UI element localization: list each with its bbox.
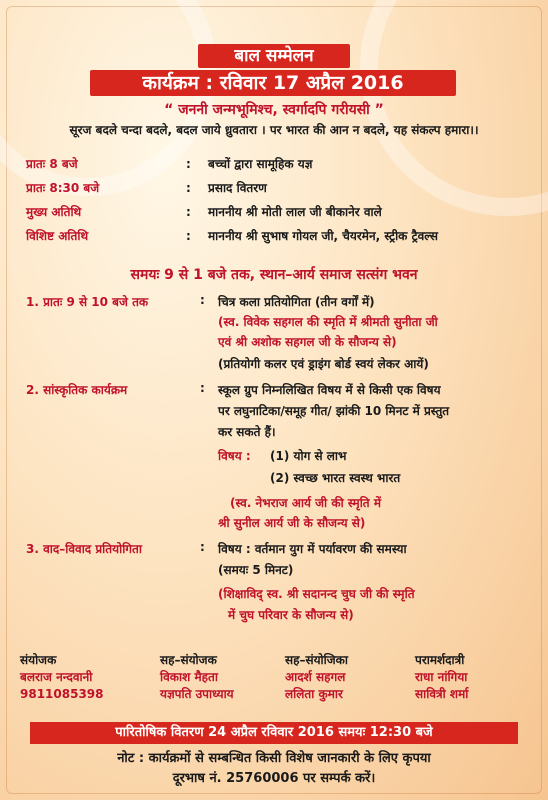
organiser-name: आदर्श सहगल bbox=[285, 670, 346, 684]
item-note: (प्रतियोगी कलर एवं ड्राइंग बोर्ड स्वयं लेकर आयें) bbox=[218, 357, 429, 371]
organiser-role: सह–संयोजिका bbox=[285, 653, 349, 667]
item-credit: में चुघ परिवार के सौजन्य से) bbox=[228, 608, 354, 622]
organiser-name: विकाश मैहता bbox=[160, 670, 218, 684]
schedule-label: प्रातः 8 बजे bbox=[26, 157, 78, 171]
item-credit: (स्व. नेभराज आर्य जी की स्मृति में bbox=[230, 496, 381, 510]
schedule-row: विशिष्ट अतिथि : माननीय श्री सुभाष गोयल जी, चैयरमेन, स्ट्रीक ट्रैवल्स bbox=[26, 229, 438, 243]
schedule-row: प्रातः 8:30 बजे : प्रसाद वितरण bbox=[26, 181, 267, 195]
item-line: पर लघुनाटिका/समूह गीत/ झांकी 10 मिनट में प्रस्तुत bbox=[218, 404, 450, 418]
item-credit: (शिक्षाविद् स्व. श्री सदानन्द चुघ जी की स्मृति bbox=[218, 587, 415, 601]
schedule-value: बच्चों द्वारा सामूहिक यज्ञ bbox=[208, 157, 313, 171]
item-line: (समयः 5 मिनट) bbox=[218, 563, 294, 577]
schedule-label: विशिष्ट अतिथि bbox=[26, 229, 89, 243]
topic-option: (1) योग से लाभ bbox=[270, 449, 347, 463]
organiser-name: सावित्री शर्मा bbox=[415, 687, 469, 701]
organiser-name: ललिता कुमार bbox=[285, 687, 343, 701]
item-credit: एवं श्री अशोक सहगल जी के सौजन्य से) bbox=[218, 335, 397, 349]
venue-heading: समयः 9 से 1 बजे तक, स्थान–आर्य समाज सत्संग भवन bbox=[130, 267, 418, 283]
item-label: 2. सांस्कृतिक कार्यक्रम bbox=[26, 383, 128, 397]
contact-note bbox=[24, 749, 524, 789]
event-title: बाल सम्मेलन bbox=[198, 44, 350, 68]
schedule-value: माननीय श्री सुभाष गोयल जी, चैयरमेन, स्ट्रीक ट्रैवल्स bbox=[208, 229, 438, 243]
item-line: विषय : वर्तमान युग में पर्यावरण की समस्या bbox=[218, 542, 407, 556]
organiser-role: संयोजक bbox=[20, 653, 57, 667]
note-line: दूरभाष नं. 25760006 पर सम्पर्क करें। bbox=[172, 771, 376, 786]
organiser-name: राधा नांगिया bbox=[415, 670, 468, 684]
item-credit: (स्व. विवेक सहगल की स्मृति में श्रीमती सुनीता जी bbox=[218, 315, 438, 329]
organiser-name: बलराज नन्दवानी bbox=[20, 670, 93, 684]
organiser-role: सह–संयोजक bbox=[160, 653, 217, 667]
item-credit: श्री सुनील आर्य जी के सौजन्य से) bbox=[218, 516, 366, 530]
item-line: चित्र कला प्रतियोगिता (तीन वर्गों में) bbox=[218, 295, 375, 309]
topic-option: (2) स्वच्छ भारत स्वस्थ भारत bbox=[270, 471, 401, 485]
item-line: कर सकते हैं। bbox=[218, 425, 276, 439]
schedule-value: माननीय श्री मोती लाल जी बीकानेर वाले bbox=[208, 205, 382, 219]
schedule-label: प्रातः 8:30 बजे bbox=[26, 181, 100, 195]
organiser-role: परामर्शदात्री bbox=[415, 653, 465, 667]
item-label: 1. प्रातः 9 से 10 बजे तक bbox=[26, 295, 149, 309]
pledge-line: सूरज बदले चन्दा बदले, बदल जाये ध्रुवतारा । पर भारत की आन न बदले, यह संकल्प हमारा।। bbox=[69, 123, 479, 137]
topic-label: विषय : bbox=[218, 449, 251, 463]
note-line: नोट : कार्यक्रमों से सम्बन्धित किसी विशेष जानकारी के लिए कृपया bbox=[117, 751, 431, 766]
organisers bbox=[20, 652, 528, 720]
program-date: कार्यक्रम : रविवार 17 अप्रैल 2016 bbox=[90, 70, 456, 96]
organiser-name: यज्ञपति उपाध्याय bbox=[160, 687, 234, 701]
schedule-row: प्रातः 8 बजे : बच्चों द्वारा सामूहिक यज्ञ bbox=[26, 157, 313, 171]
item-label: 3. वाद–विवाद प्रतियोगिता bbox=[26, 542, 143, 556]
organiser-phone: 9811085398 bbox=[20, 687, 104, 701]
sanskrit-quote: “ जननी जन्मभूमिश्च, स्वर्गादपि गरीयसी ” bbox=[164, 102, 384, 118]
schedule-label: मुख्य अतिथि bbox=[26, 205, 82, 219]
schedule-row: मुख्य अतिथि : माननीय श्री मोती लाल जी बीकानेर वाले bbox=[26, 205, 382, 219]
item-line: स्कूल ग्रुप निम्नलिखित विषय में से किसी एक विषय bbox=[218, 383, 441, 397]
schedule-value: प्रसाद वितरण bbox=[208, 181, 267, 195]
prize-distribution-bar: पारितोषिक वितरण 24 अप्रैल रविवार 2016 समयः 12:30 बजे bbox=[30, 722, 518, 744]
